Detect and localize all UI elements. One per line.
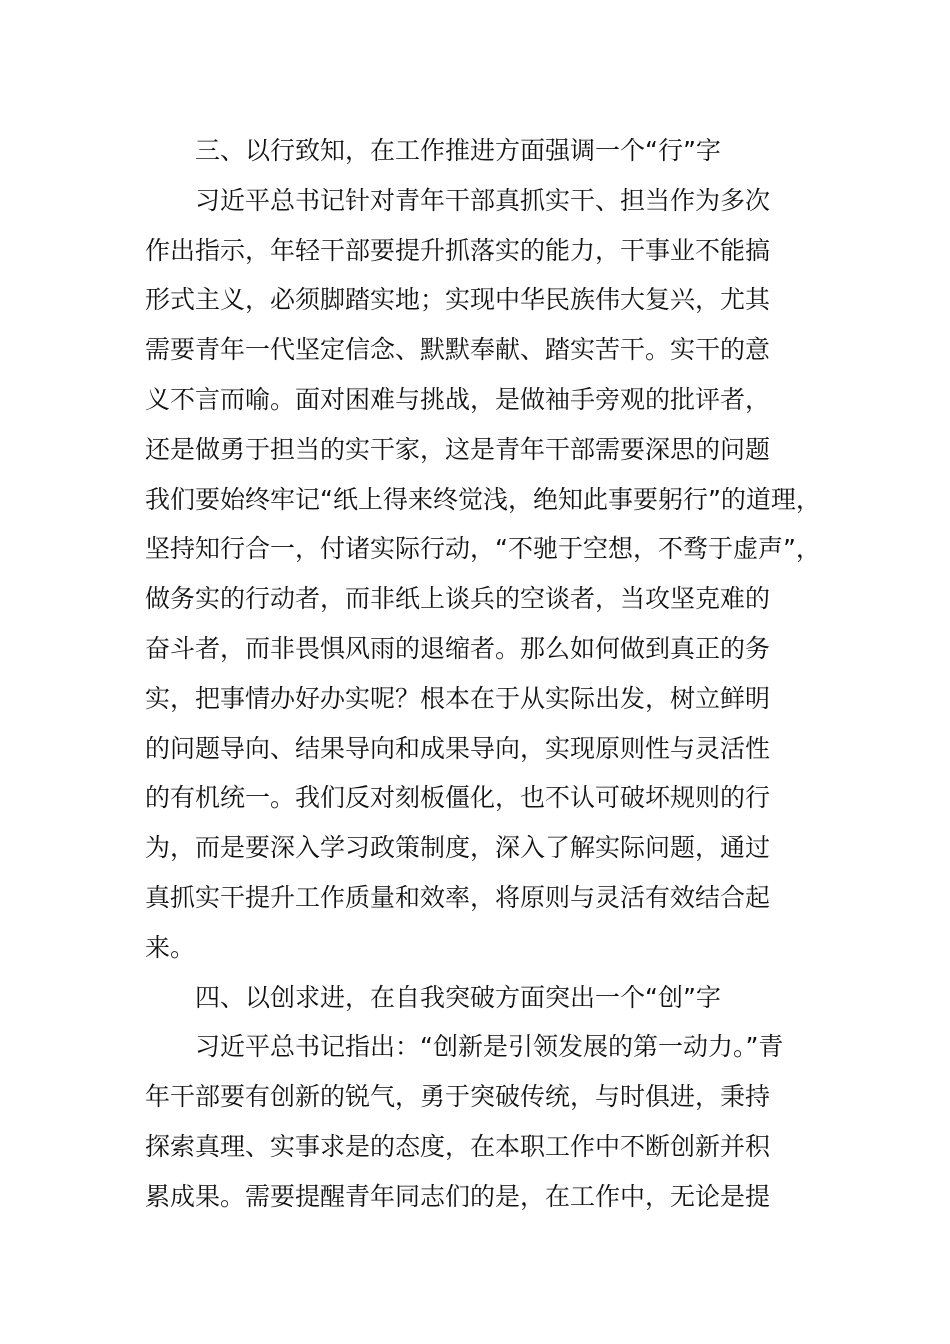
section-heading-text: 四、以创求进，在自我突破方面突出一个“创”字 — [195, 982, 721, 1012]
paragraph-line: 还是做勇于担当的实干家，这是青年干部需要深思的问题 — [145, 434, 771, 464]
paragraph-line: 形式主义，必须脚踏实地；实现中华民族伟大复兴，尤其 — [145, 285, 771, 315]
document-body — [145, 126, 825, 1222]
paragraph-line: 的问题导向、结果导向和成果导向，实现原则性与灵活性 — [145, 733, 771, 763]
paragraph-line: 奋斗者，而非畏惧风雨的退缩者。那么如何做到真正的务 — [145, 633, 771, 663]
paragraph-line: 真抓实干提升工作质量和效率，将原则与灵活有效结合起 — [145, 882, 771, 912]
paragraph-line: 作出指示，年轻干部要提升抓落实的能力，干事业不能搞 — [145, 235, 771, 265]
paragraph-line: 累成果。需要提醒青年同志们的是，在工作中，无论是提 — [145, 1181, 771, 1211]
section-4-heading — [145, 973, 825, 1023]
section-4-paragraph — [145, 1022, 825, 1221]
section-heading-text: 三、以行致知，在工作推进方面强调一个“行”字 — [195, 136, 721, 165]
paragraph-line: 需要青年一代坚定信念、默默奉献、踏实苦干。实干的意 — [145, 335, 771, 365]
paragraph-line: 来。 — [145, 932, 196, 962]
paragraph-line: 探索真理、实事求是的态度，在本职工作中不断创新并积 — [145, 1131, 771, 1161]
paragraph-line: 坚持知行合一，付诸实际行动，“不驰于空想，不骛于虚声”， — [145, 534, 821, 564]
paragraph-line: 习近平总书记指出：“创新是引领发展的第一动力。”青 — [195, 1032, 784, 1062]
paragraph-line: 的有机统一。我们反对刻板僵化，也不认可破坏规则的行 — [145, 783, 771, 813]
paragraph-line: 年干部要有创新的锐气，勇于突破传统，与时俱进，秉持 — [145, 1082, 771, 1112]
paragraph-line: 习近平总书记针对青年干部真抓实干、担当作为多次 — [195, 185, 771, 215]
paragraph-line: 义不言而喻。面对困难与挑战，是做袖手旁观的批评者， — [145, 384, 771, 414]
paragraph-line: 为，而是要深入学习政策制度，深入了解实际问题，通过 — [145, 833, 771, 863]
section-3-paragraph — [145, 176, 825, 973]
section-3-heading — [145, 126, 825, 176]
paragraph-line: 实，把事情办好办实呢？根本在于从实际出发，树立鲜明 — [145, 683, 771, 713]
paragraph-line: 我们要始终牢记“纸上得来终觉浅，绝知此事要躬行”的道理， — [145, 484, 821, 514]
paragraph-line: 做务实的行动者，而非纸上谈兵的空谈者，当攻坚克难的 — [145, 584, 771, 614]
